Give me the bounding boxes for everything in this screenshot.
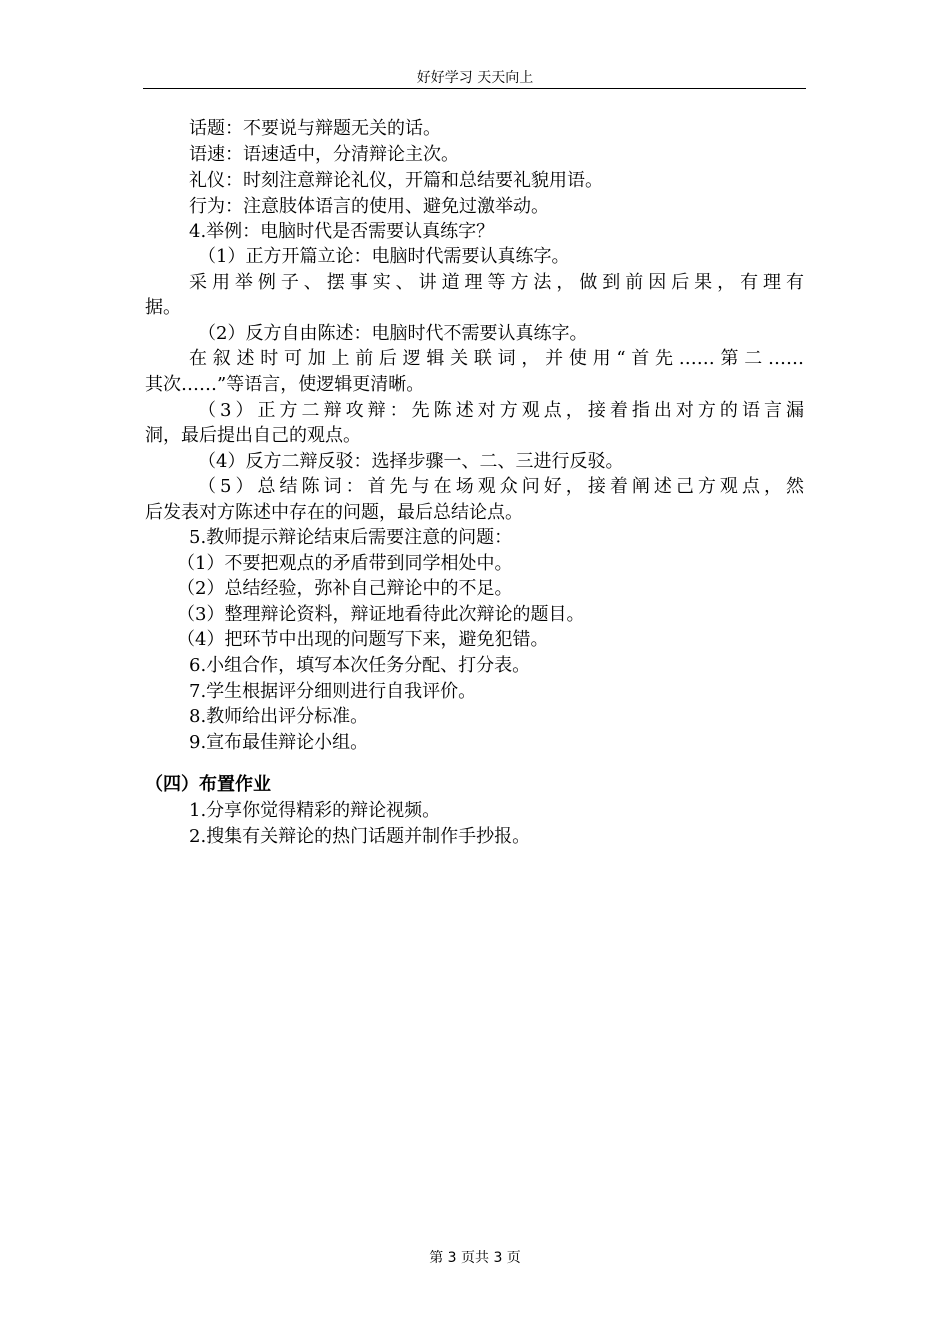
- header-divider: [143, 88, 806, 89]
- text-line: 2.搜集有关辩论的热门话题并制作手抄报。: [189, 826, 531, 847]
- text-line: 洞，最后提出自己的观点。: [145, 425, 361, 446]
- text-line: 行为：注意肢体语言的使用、避免过激举动。: [189, 196, 549, 217]
- text-line: 6.小组合作，填写本次任务分配、打分表。: [189, 655, 531, 676]
- text-line: 据。: [145, 297, 181, 318]
- text-line: （2）反方自由陈述：电脑时代不需要认真练字。: [198, 323, 588, 344]
- text-line: （4）把环节中出现的问题写下来，避免犯错。: [177, 629, 549, 650]
- text-line: （3）正方二辩攻辩：先陈述对方观点，接着指出对方的语言漏: [198, 400, 804, 421]
- text-line: 后发表对方陈述中存在的问题，最后总结论点。: [145, 502, 523, 523]
- text-line: 话题：不要说与辩题无关的话。: [189, 118, 441, 139]
- text-line: （1）正方开篇立论：电脑时代需要认真练字。: [198, 246, 570, 267]
- text-line: 5.教师提示辩论结束后需要注意的问题：: [189, 527, 513, 548]
- text-line: （1）不要把观点的矛盾带到同学相处中。: [177, 553, 513, 574]
- text-line: （4）反方二辩反驳：选择步骤一、二、三进行反驳。: [198, 451, 624, 472]
- text-line: 1.分享你觉得精彩的辩论视频。: [189, 800, 441, 821]
- text-line: 8.教师给出评分标准。: [189, 706, 369, 727]
- text-line: （5）总结陈词：首先与在场观众问好，接着阐述己方观点，然: [198, 476, 804, 497]
- text-line: （2）总结经验，弥补自己辩论中的不足。: [177, 578, 513, 599]
- text-line: 9.宣布最佳辩论小组。: [189, 732, 369, 753]
- text-line: 7.学生根据评分细则进行自我评价。: [189, 681, 477, 702]
- section-heading: （四）布置作业: [145, 774, 271, 795]
- text-line: 其次……”等语言，使逻辑更清晰。: [145, 374, 425, 395]
- text-line: 在叙述时可加上前后逻辑关联词，并使用“首先……第二……: [189, 348, 804, 369]
- text-line: 语速：语速适中，分清辩论主次。: [189, 144, 459, 165]
- text-line: （3）整理辩论资料，辩证地看待此次辩论的题目。: [177, 604, 585, 625]
- page-header: 好好学习 天天向上: [416, 70, 534, 86]
- page-footer: 第 3 页共 3 页: [429, 1250, 521, 1266]
- text-line: 4.举例：电脑时代是否需要认真练字？: [189, 221, 495, 242]
- text-line: 礼仪：时刻注意辩论礼仪，开篇和总结要礼貌用语。: [189, 170, 603, 191]
- text-line: 采用举例子、摆事实、讲道理等方法，做到前因后果，有理有: [189, 272, 804, 293]
